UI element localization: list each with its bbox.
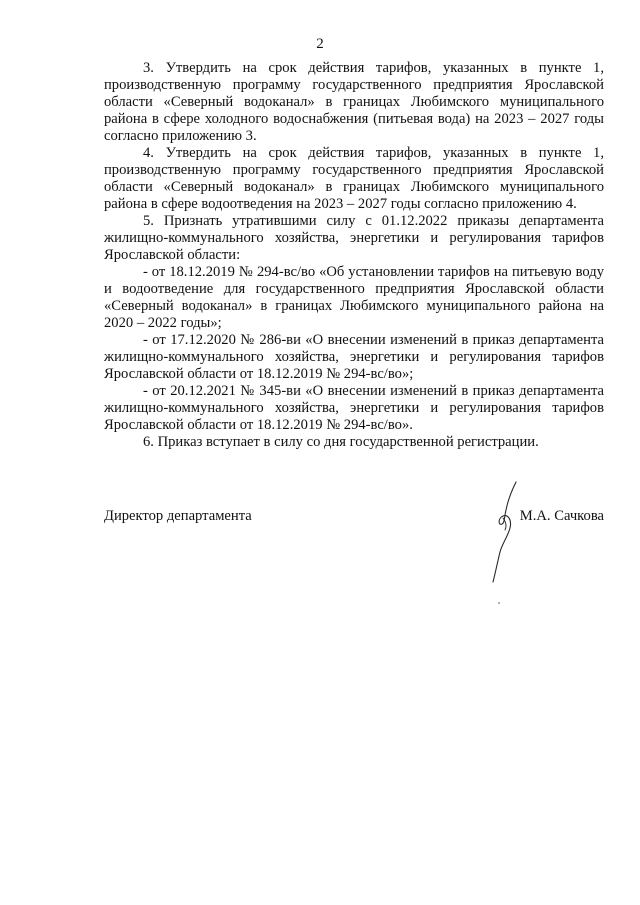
handwritten-signature [486,478,526,588]
repealed-order-item: - от 18.12.2019 № 294-вс/во «Об установлении тарифов на питьевую воду и водоотведение для государственного предприятия Ярославской области «Северный водоканал» в границах Любимского муниципального района на 2020 – 2022 годы»; [104,264,604,331]
document-body [104,60,604,451]
repealed-order-item: - от 17.12.2020 № 286-ви «О внесении изменений в приказ департамента жилищно-коммунального хозяйства, энергетики и регулирования тарифов Ярославской области от 18.12.2019 № 294-вс/во»; [104,332,604,382]
repealed-order-item: - от 20.12.2021 № 345-ви «О внесении изменений в приказ департамента жилищно-коммунального хозяйства, энергетики и регулирования тарифов Ярославской области от 18.12.2019 № 294-вс/во». [104,383,604,433]
signatory-position: Директор департамента [104,508,252,524]
paragraph-3: 3. Утвердить на срок действия тарифов, указанных в пункте 1, производственную программу государственного предприятия Ярославской области «Северный водоканал» в границах Любимского муниципального района в сфере холодного водоснабжения (питьевая вода) на 2023 – 2027 годы согласно приложению 3. [104,60,604,144]
paragraph-5: 5. Признать утратившими силу с 01.12.2022 приказы департамента жилищно-коммунального хозяйства, энергетики и регулирования тарифов Ярославской области: [104,213,604,263]
signatory-name: М.А. Сачкова [519,508,604,524]
page-number: 2 [316,36,324,52]
paragraph-6: 6. Приказ вступает в силу со дня государственной регистрации. [143,434,539,450]
scan-artifact [498,602,500,604]
paragraph-4: 4. Утвердить на срок действия тарифов, указанных в пункте 1, производственную программу государственного предприятия Ярославской области «Северный водоканал» в границах Любимского муниципального района в сфере водоотведения на 2023 – 2027 годы согласно приложению 4. [104,145,604,212]
